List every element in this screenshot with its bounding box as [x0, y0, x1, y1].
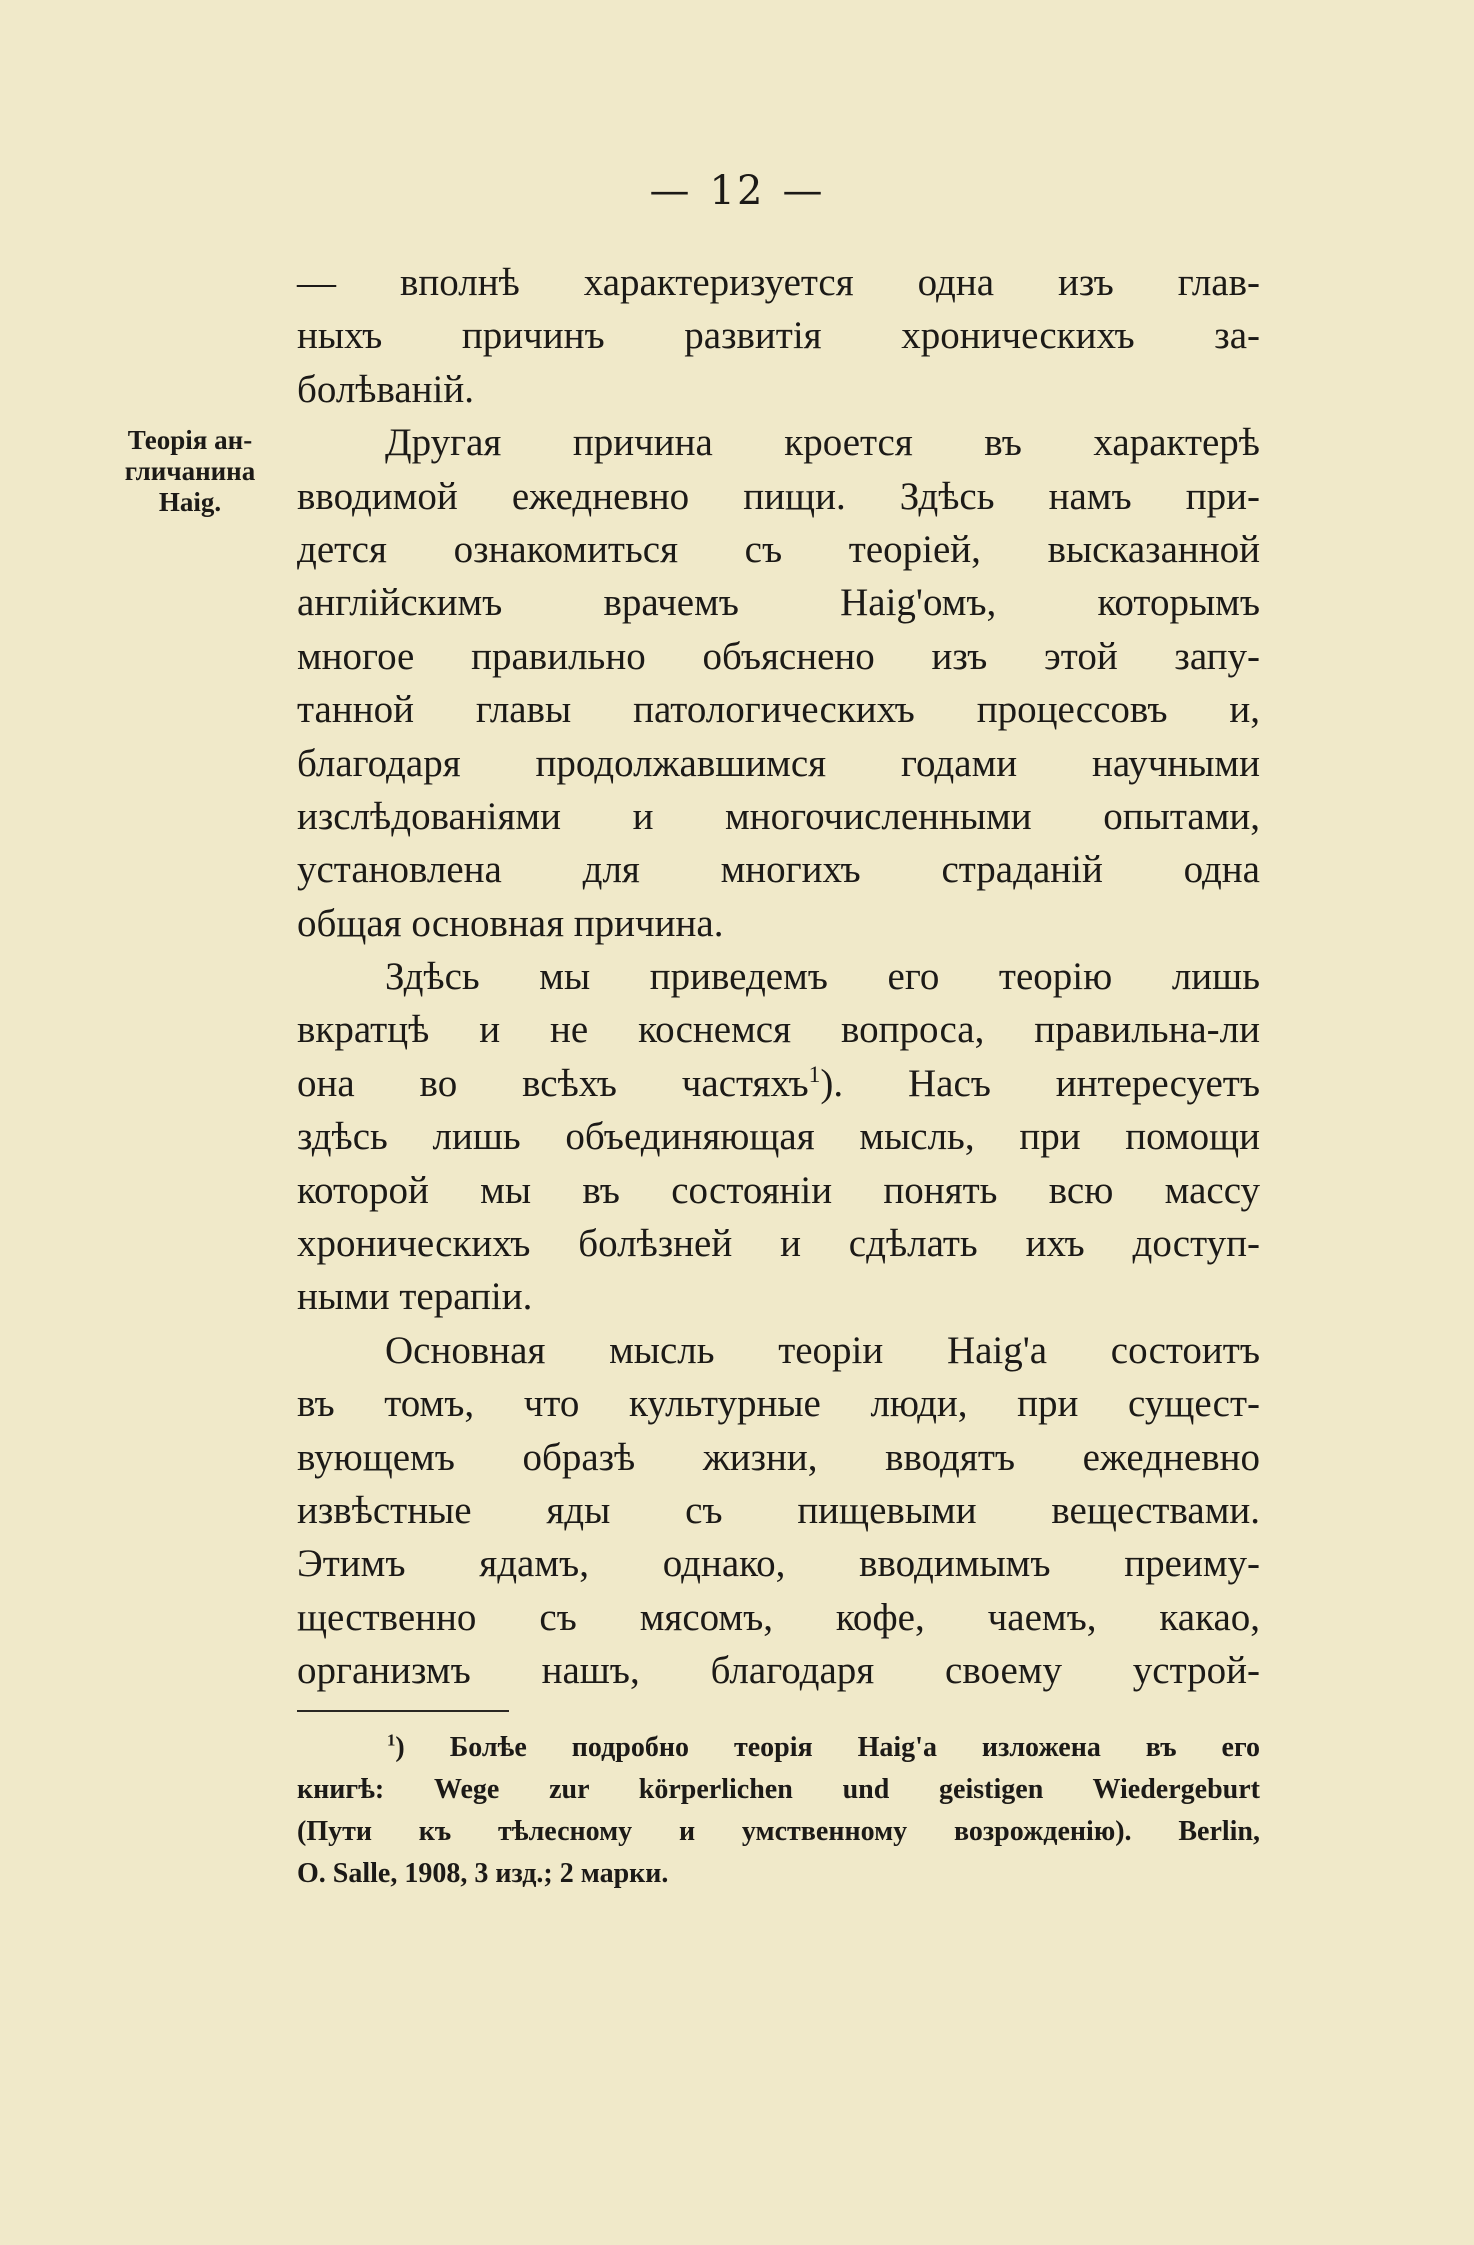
text-line: извѣстные яды съ пищевыми веществами.	[297, 1488, 1260, 1532]
text-line: ными терапіи.	[297, 1275, 533, 1319]
text-line: вующемъ образѣ жизни, вводятъ ежедневно	[297, 1435, 1260, 1479]
text-line: Этимъ ядамъ, однако, вводимымъ преиму-	[297, 1542, 1260, 1586]
margin-note	[100, 425, 280, 518]
text-line: танной главы патологическихъ процессовъ и,	[297, 688, 1260, 732]
text-line: Основная мысль теоріи Haig'a состоитъ	[385, 1328, 1260, 1372]
footnote	[297, 1727, 1260, 1895]
text-line: хроническихъ болѣзней и сдѣлать ихъ доступ-	[297, 1222, 1260, 1266]
text-line: благодаря продолжавшимся годами научными	[297, 741, 1260, 785]
page-number-dash-left: —	[649, 168, 692, 214]
margin-note-line: гличанина	[124, 456, 256, 486]
text-line: щественно съ мясомъ, кофе, чаемъ, какао,	[297, 1595, 1260, 1639]
text-line: многое правильно объяснено изъ этой запу-	[297, 634, 1260, 678]
text-line: Здѣсь мы приведемъ его теорію лишь	[385, 955, 1260, 999]
text-line: установлена для многихъ страданій одна	[297, 848, 1260, 892]
text-line: въ томъ, что культурные люди, при сущест-	[297, 1382, 1260, 1426]
footnote-line: (Пути къ тѣлесному и умственному возрожденію). Berlin,	[297, 1816, 1260, 1847]
text-segment: ). Насъ интересуетъ	[820, 1061, 1260, 1105]
text-line: — вполнѣ характеризуется одна изъ глав-	[297, 261, 1260, 304]
page-number-dash-right: —	[782, 168, 825, 214]
footnote-reference: 1	[808, 1061, 821, 1088]
text-line: здѣсь лишь объединяющая мысль, при помощи	[297, 1115, 1260, 1159]
footnote-line	[297, 1727, 1260, 1769]
page-number-value: 12	[709, 168, 765, 214]
footnote-marker: 1	[387, 1730, 396, 1750]
page-number	[0, 168, 1474, 214]
text-line-with-footnote-ref	[297, 1057, 1260, 1110]
text-line: изслѣдованіями и многочисленными опытами,	[297, 794, 1260, 838]
text-line: вкратцѣ и не коснемся вопроса, правильна-ли	[297, 1008, 1260, 1052]
text-segment: она во всѣхъ частяхъ	[297, 1061, 809, 1105]
text-line: болѣваній.	[297, 367, 475, 411]
margin-note-line: Теорія ан-	[127, 425, 253, 455]
text-line: ныхъ причинъ развитія хроническихъ за-	[297, 314, 1260, 358]
text-line: Другая причина кроется въ характерѣ	[385, 421, 1260, 465]
text-line: англійскимъ врачемъ Haig'омъ, которымъ	[297, 581, 1260, 625]
text-line: вводимой ежедневно пищи. Здѣсь намъ при-	[297, 474, 1260, 518]
text-line: которой мы въ состояніи понять всю массу	[297, 1168, 1260, 1212]
footnote-rule	[297, 1710, 509, 1712]
text-line: организмъ нашъ, благодаря своему устрой-	[297, 1649, 1260, 1693]
footnote-line: книгѣ: Wege zur körperlichen und geistigen Wiedergeburt	[297, 1774, 1260, 1805]
margin-note-line: Haig.	[158, 487, 222, 517]
footnote-line: O. Salle, 1908, 3 изд.; 2 марки.	[297, 1858, 669, 1889]
body-text	[297, 256, 1260, 1698]
text-line: общая основная причина.	[297, 901, 724, 945]
footnote-text: ) Болѣе подробно теорія Haig'a изложена въ его	[395, 1732, 1260, 1763]
text-line: дется ознакомиться съ теоріей, высказанной	[297, 527, 1260, 571]
